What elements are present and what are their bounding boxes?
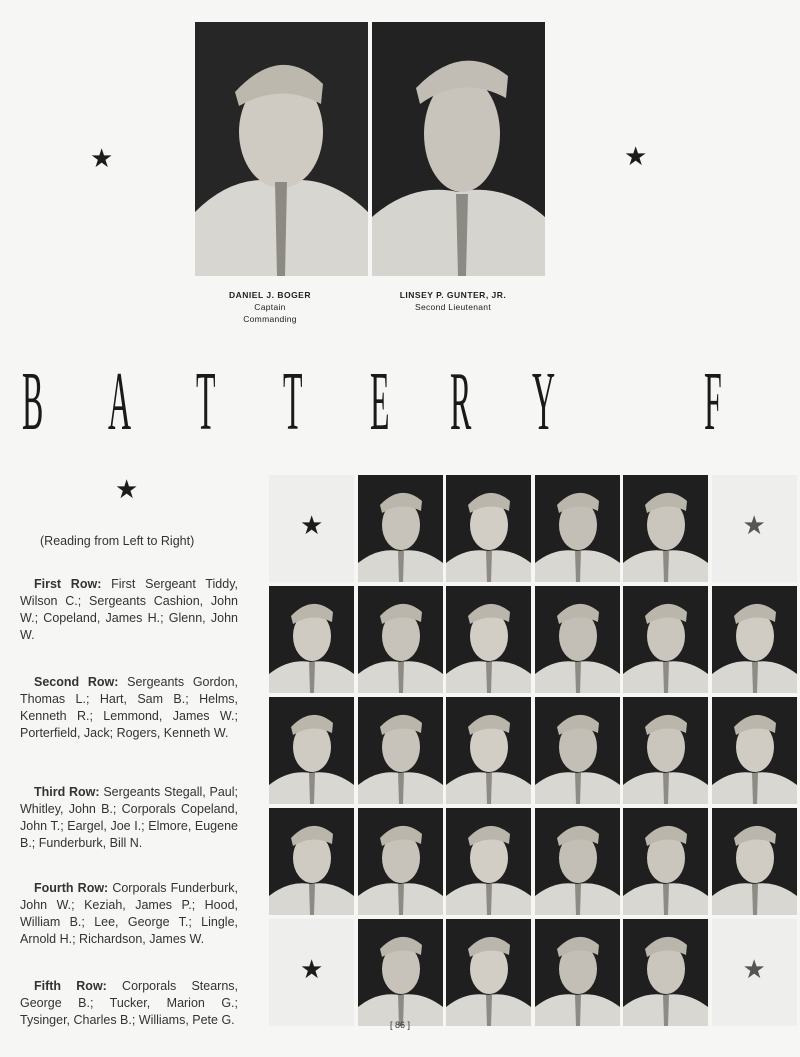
title-letter: E (370, 355, 390, 448)
grid-star-cell (712, 919, 797, 1026)
star-icon: ★ (115, 475, 139, 505)
soldier-portrait (358, 475, 443, 582)
portrait-image (446, 475, 531, 582)
row-label: Second Row: (34, 675, 119, 689)
star-icon: ★ (90, 144, 114, 174)
star-icon: ★ (300, 955, 324, 985)
title-letter: T (283, 355, 303, 448)
soldier-portrait (358, 586, 443, 693)
soldier-portrait (358, 697, 443, 804)
title-letter: A (108, 355, 132, 448)
title-letter: R (450, 355, 472, 448)
title-letter: Y (532, 355, 556, 448)
soldier-portrait (535, 808, 620, 915)
portrait-image (535, 919, 620, 1026)
battery-title (0, 355, 800, 448)
soldier-portrait (712, 697, 797, 804)
soldier-portrait (712, 808, 797, 915)
portrait-image (269, 808, 354, 915)
portrait-image (623, 808, 708, 915)
portrait-image (623, 586, 708, 693)
officer-name: LINSEY P. GUNTER, JR. (399, 290, 507, 300)
portrait-image (358, 586, 443, 693)
portrait-image (623, 919, 708, 1026)
officer-role: Commanding (243, 314, 297, 324)
row-label: Fifth Row: (34, 979, 107, 993)
grid-star-cell (269, 919, 354, 1026)
soldier-portrait (446, 919, 531, 1026)
portrait-image (269, 697, 354, 804)
title-letter: B (22, 355, 44, 448)
portrait-image (535, 475, 620, 582)
portrait-image (269, 586, 354, 693)
title-letter: F (704, 355, 722, 448)
soldier-portrait (446, 808, 531, 915)
star-icon: ★ (742, 511, 766, 541)
row-label: First Row: (34, 577, 102, 591)
star-icon: ★ (300, 511, 324, 541)
soldier-portrait (623, 919, 708, 1026)
soldier-portrait (623, 808, 708, 915)
fourth-row-caption (20, 880, 238, 948)
officer-photo-gunter (372, 22, 545, 276)
grid-star-cell (269, 475, 354, 582)
officer-rank: Second Lieutenant (415, 302, 491, 312)
portrait-image (358, 697, 443, 804)
soldier-portrait (446, 586, 531, 693)
grid-star-cell (712, 475, 797, 582)
row-names: Sergeants Gordon, Thomas L.; Hart, Sam B.; Helms, Kenneth R.; Lemmond, James W.; Porterfield, Jack; Rogers, Kenneth W. (20, 675, 239, 740)
third-row-caption (20, 784, 238, 852)
portrait-image (446, 919, 531, 1026)
second-row-caption (20, 674, 238, 742)
portrait-image (623, 475, 708, 582)
portrait-image (623, 697, 708, 804)
portrait-image (446, 808, 531, 915)
portrait-image (358, 919, 443, 1026)
soldier-portrait (535, 586, 620, 693)
row-names: Corporals Stearns, George B.; Tucker, Marion G.; Tysinger, Charles B.; Williams, Pete G. (20, 979, 238, 1027)
soldier-portrait (358, 919, 443, 1026)
soldier-portrait (269, 808, 354, 915)
portrait-image (358, 475, 443, 582)
row-label: Third Row: (34, 785, 100, 799)
page-number: [ 86 ] (389, 1020, 410, 1030)
soldier-portrait (623, 475, 708, 582)
portrait-image (535, 808, 620, 915)
soldier-portrait (535, 919, 620, 1026)
soldier-portrait (623, 697, 708, 804)
soldier-portrait (358, 808, 443, 915)
portrait-image (712, 808, 797, 915)
officer-photo-boger (195, 22, 368, 276)
officer-caption-gunter (363, 289, 543, 313)
title-letter: T (196, 355, 216, 448)
soldier-portrait (535, 475, 620, 582)
first-row-caption (20, 576, 238, 644)
portrait-image (358, 808, 443, 915)
reading-note: (Reading from Left to Right) (40, 534, 195, 548)
officer-name: DANIEL J. BOGER (229, 290, 311, 300)
portrait-image (535, 586, 620, 693)
row-label: Fourth Row: (34, 881, 109, 895)
soldier-portrait (269, 697, 354, 804)
portrait-image (712, 586, 797, 693)
soldier-portrait (535, 697, 620, 804)
soldier-portrait (446, 475, 531, 582)
soldier-portrait (712, 586, 797, 693)
row-names: First Sergeant Tiddy, Wilson C.; Sergeants Cashion, John W.; Copeland, James H.; Glenn, John W. (20, 577, 238, 642)
portrait-image (195, 22, 368, 276)
row-names: Sergeants Stegall, Paul; Whitley, John B.; Corporals Copeland, John T.; Eargel, Joe I.; Elmore, Eugene B.; Funderburk, Bill N. (20, 785, 238, 850)
portrait-image (446, 697, 531, 804)
soldier-portrait (269, 586, 354, 693)
soldier-portrait (623, 586, 708, 693)
portrait-image (712, 697, 797, 804)
soldier-portrait (446, 697, 531, 804)
star-icon: ★ (624, 142, 648, 172)
portrait-image (446, 586, 531, 693)
officer-caption-boger (180, 289, 360, 325)
portrait-image (372, 22, 545, 276)
portrait-image (535, 697, 620, 804)
star-icon: ★ (742, 955, 766, 985)
row-names: Corporals Funderburk, John W.; Keziah, James P.; Hood, William B.; Lee, George T.; Lingle, Arnold H.; Richardson, James W. (20, 881, 238, 946)
officer-rank: Captain (254, 302, 286, 312)
